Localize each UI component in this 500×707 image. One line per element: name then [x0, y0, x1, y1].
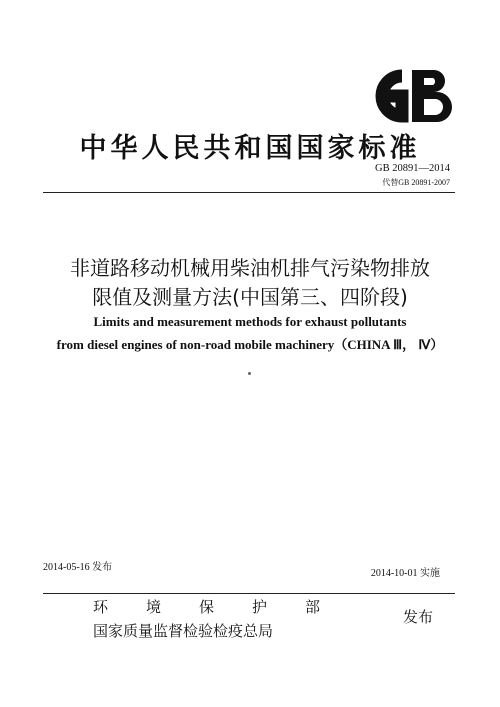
center-dot — [248, 372, 251, 375]
title-chinese-line1: 非道路移动机械用柴油机排气污染物排放 — [70, 256, 430, 280]
issue-date: 2014-05-16 发布 — [43, 562, 113, 573]
issuer-ministry: 环境保护部 — [93, 598, 359, 616]
standard-number: GB 20891—2014 — [375, 163, 450, 174]
header-divider — [43, 192, 455, 193]
footer-divider — [43, 593, 455, 594]
replaces-standard: 代替GB 20891-2007 — [382, 178, 450, 187]
issuer-aqsiq: 国家质量监督检验检疫总局 — [93, 622, 274, 640]
country-standard-title: 中华人民共和国国家标准 — [79, 133, 421, 164]
implementation-date: 2014-10-01 实施 — [370, 568, 440, 579]
title-chinese-line2: 限值及测量方法(中国第三、四阶段) — [92, 285, 408, 309]
publish-label: 发布 — [403, 608, 434, 626]
title-english-line1: Limits and measurement methods for exhaust pollutants — [93, 314, 407, 329]
title-english-line2: from diesel engines of non-road mobile machinery（CHINA Ⅲ， Ⅳ） — [56, 337, 444, 352]
gb-logo-icon — [358, 66, 456, 126]
